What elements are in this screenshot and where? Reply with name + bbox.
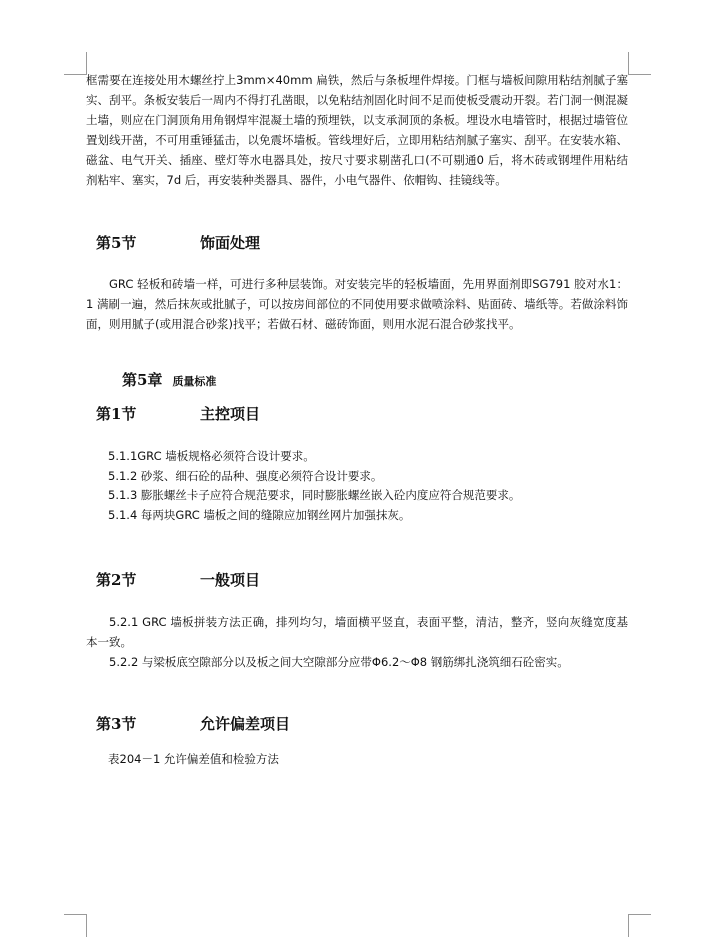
intro-paragraph: 框需要在连接处用木螺丝拧上3mm×40mm 扁铁，然后与条板埋件焊接。门框与墙板间隙用粘结剂腻子塞实、刮平。条板安装后一周内不得打孔凿眼，以免粘结剂固化时间不足而使板受震动开裂。若门洞一侧混凝土墙，则应在门洞顶角用角钢焊牢混凝土墙的预埋铁，以支承洞顶的条板。埋设水电墙管时，根据过墙管位置划线开凿，不可用重锤猛击，以免震坏墙板。管线埋好后，立即用粘结剂腻子塞实、刮平。在安装水箱、磁盆、电气开关、插座、壁灯等水电器具处，按尺寸要求剔凿孔口(不可剔通0 后，将木砖或钢埋件用粘结剂粘牢、塞实，7d 后，再安装种类器具、器件，小电气器件、依帽钩、挂镜线等。 — [86, 73, 628, 187]
crop-mark-top-left — [64, 52, 87, 75]
section-1-item-4: 5.1.4 每两块GRC 墙板之间的缝隙应加钢丝网片加强抹灰。 — [108, 507, 411, 522]
section-1-item-2: 5.1.2 砂浆、细石砼的品种、强度必须符合设计要求。 — [108, 468, 383, 483]
section-5-paragraph: GRC 轻板和砖墙一样，可进行多种层装饰。对安装完毕的轻板墙面，先用界面剂即SG791 胶对水1：1 满刷一遍，然后抹灰或批腻子，可以按房间部位的不同使用要求做喷涂料、贴面砖、墙纸等。若做涂料饰面，则用腻子(或用混合砂浆)找平；若做石材、磁砖饰面，则用水泥石混合砂浆找平。 — [86, 277, 628, 331]
section-5-heading — [86, 227, 628, 257]
crop-mark-bottom-right — [628, 914, 651, 937]
crop-mark-bottom-left — [64, 914, 87, 937]
section-1-title: 主控项目 — [200, 404, 261, 423]
section-1-item-1: 5.1.1GRC 墙板规格必须符合设计要求。 — [108, 449, 315, 463]
section-3-title: 允许偏差项目 — [200, 714, 291, 733]
section-3-number: 第3节 — [96, 714, 137, 733]
document-page — [86, 70, 628, 770]
chapter-5-heading — [86, 369, 628, 390]
section-3-heading — [86, 708, 628, 738]
section-2-item-2: 5.2.2 与梁板底空隙部分以及板之间大空隙部分应带Φ6.2～Φ8 钢筋绑扎浇筑细石砼密实。 — [109, 655, 569, 669]
section-5-number: 第5节 — [96, 233, 137, 252]
section-2-heading — [86, 564, 628, 594]
section-1-heading — [86, 398, 628, 428]
section-1-number: 第1节 — [96, 404, 137, 423]
section-1-item-3: 5.1.3 膨胀螺丝卡子应符合规范要求，同时膨胀螺丝嵌入砼内度应符合规范要求。 — [108, 488, 521, 502]
section-2-number: 第2节 — [96, 570, 137, 589]
section-2-item-1: 5.2.1 GRC 墙板拼装方法正确，排列均匀，墙面横平竖直，表面平整，清洁，整齐，竖向灰缝宽度基本一致。 — [86, 615, 628, 649]
table-caption: 表204－1 允许偏差值和检验方法 — [108, 752, 279, 766]
chapter-5-title: 质量标准 — [172, 375, 217, 388]
chapter-5-number: 第5章 — [122, 371, 163, 389]
crop-mark-top-right — [628, 52, 651, 75]
section-5-title: 饰面处理 — [200, 233, 261, 252]
section-2-title: 一般项目 — [200, 570, 261, 589]
